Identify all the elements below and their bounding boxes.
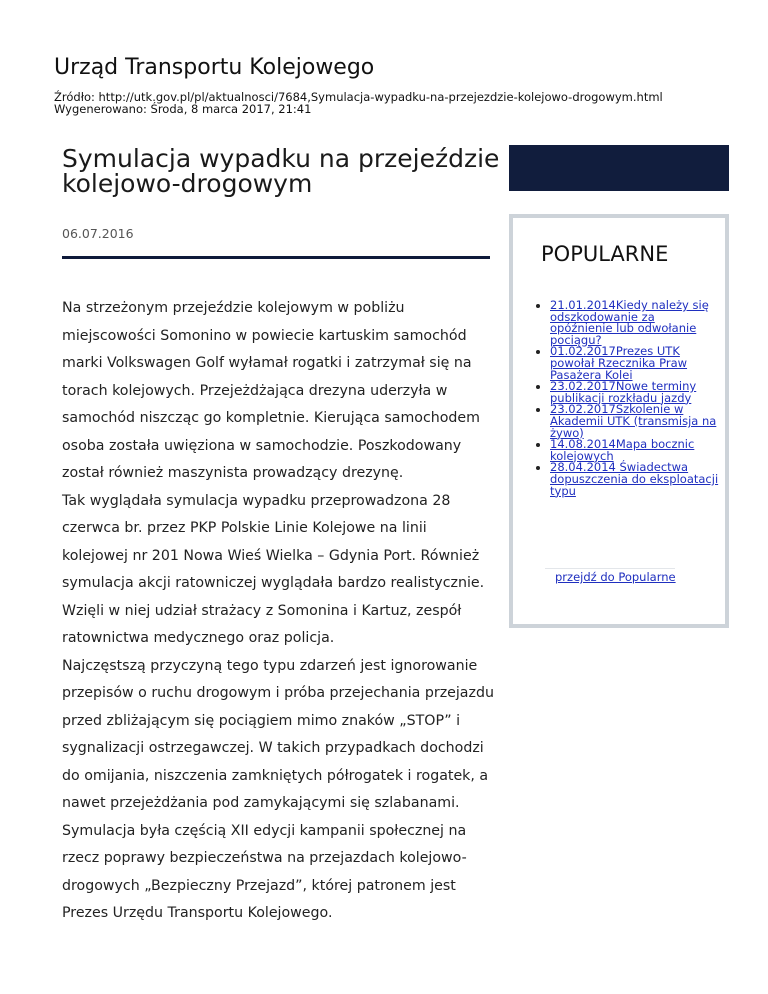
more-popular-link[interactable]: przejdź do Popularne — [555, 570, 676, 584]
popular-title: POPULARNE — [541, 242, 669, 266]
print-meta — [54, 91, 663, 115]
list-item — [550, 439, 720, 462]
popular-link-5[interactable]: 14.08.2014Mapa bocznic kolejowych — [550, 437, 695, 463]
site-title: Urząd Transportu Kolejowego — [54, 55, 375, 80]
list-item — [550, 404, 720, 439]
article-date: 06.07.2016 — [62, 226, 134, 241]
popular-link-2[interactable]: 01.02.2017Prezes UTK powołał Rzecznika Praw Pasażera Kolei — [550, 344, 688, 382]
popular-list — [529, 300, 720, 497]
list-item — [550, 381, 720, 404]
source-line: Źródło: http://utk.gov.pl/pl/aktualnosci/7684,Symulacja-wypadku-na-przejezdzie-kolejowo-drogowym.html — [54, 90, 663, 104]
article-paragraph-4: Symulacja była częścią XII edycji kampanii społecznej na rzecz poprawy bezpieczeństwa na przejazdach kolejowo-drogowych „Bezpieczny Przejazd”, której patronem jest Prezes Urzędu Transportu Kolejowego. — [62, 822, 467, 921]
sidebar-banner — [509, 145, 729, 191]
article-paragraph-1: Na strzeżonym przejeździe kolejowym w pobliżu miejscowości Somonino w powiecie kartuskim samochód marki Volkswagen Golf wyłamał rogatki i zatrzymał się na torach kolejowych. Przejeżdżająca drezyna uderzyła w samochód niszcząc go kompletnie. Kierująca samochodem osoba została uwięziona w samochodzie. Poszkodowany został również maszynista prowadzący drezynę. — [62, 300, 480, 481]
more-divider — [545, 568, 675, 569]
list-item — [550, 346, 720, 381]
article-paragraph-2: Tak wyglądała symulacja wypadku przeprowadzona 28 czerwca br. przez PKP Polskie Linie Kolejowe na linii kolejowej nr 201 Nowa Wieś Wielka – Gdynia Port. Również symulacja akcji ratowniczej wyglądała bardzo realistycznie. Wzięli w niej udział strażacy z Somonina i Kartuz, zespół ratownictwa medycznego oraz policja. — [62, 492, 485, 646]
popular-link-6[interactable]: 28.04.2014 Świadectwa dopuszczenia do eksploatacji typu — [550, 460, 719, 498]
article-paragraph-3: Najczęstszą przyczyną tego typu zdarzeń jest ignorowanie przepisów o ruchu drogowym i próba przejechania przejazdu przed zbliżającym się pociągiem mimo znaków „STOP” i sygnalizacji ostrzegawczej. W takich przypadkach dochodzi do omijania, niszczenia zamkniętych półrogatek i rogatek, a nawet przejeżdżania pod zamykającymi się szlabanami. — [62, 657, 494, 811]
popular-box — [509, 214, 729, 628]
popular-link-1[interactable]: 21.01.2014Kiedy należy się odszkodowanie za opóźnienie lub odwołanie pociągu? — [550, 298, 709, 347]
list-item — [550, 300, 720, 346]
generated-line: Wygenerowano: Środa, 8 marca 2017, 21:41 — [54, 102, 312, 116]
article-title: Symulacja wypadku na przejeździe kolejowo-drogowym — [62, 144, 500, 198]
list-item — [550, 462, 720, 497]
article-body — [62, 295, 494, 928]
popular-link-3[interactable]: 23.02.2017Nowe terminy publikacji rozkładu jazdy — [550, 379, 697, 405]
title-divider — [62, 256, 490, 259]
popular-link-4[interactable]: 23.02.2017Szkolenie w Akademii UTK (transmisja na żywo) — [550, 402, 717, 440]
